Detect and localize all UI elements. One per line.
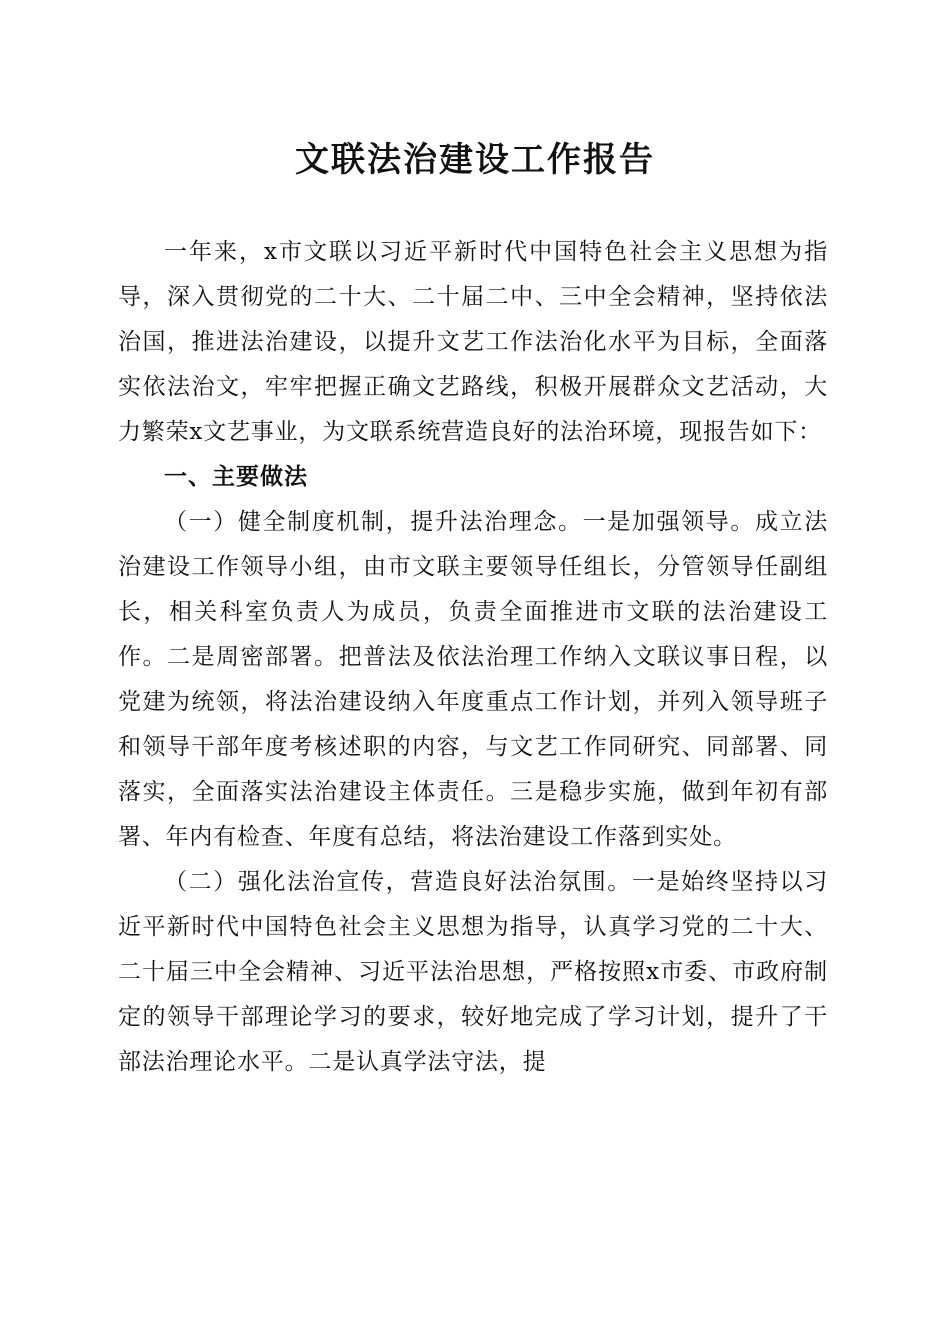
intro-paragraph: 一年来，x市文联以习近平新时代中国特色社会主义思想为指导，深入贯彻党的二十大、二十届二中、三中全会精神，坚持依法治国，推进法治建设，以提升文艺工作法治化水平为目标，全面落实依法治文，牢牢把握正确文艺路线，积极开展群众文艺活动，大力繁荣x文艺事业，为文联系统营造良好的法治环境，现报告如下：	[118, 239, 828, 445]
item-1-body: 一是加强领导。成立法治建设工作领导小组，由市文联主要领导任组长，分管领导任副组长，相关科室负责人为成员，负责全面推进市文联的法治建设工作。二是周密部署。把普法及依法治理工作纳入文联议事日程，以党建为统领，将法治建设纳入年度重点工作计划，并列入领导班子和领导干部年度考核述职的内容，与文艺工作同研究、同部署、同落实，全面落实法治建设主体责任。三是稳步实施，做到年初有部署、年内有检查、年度有总结，将法治建设工作落到实处。	[118, 509, 828, 850]
item-1-lead: （一）健全制度机制，提升法治理念。	[164, 509, 583, 535]
item-2-lead: （二）强化法治宣传，营造良好法治氛围。	[164, 869, 632, 895]
item-2-body: 一是始终坚持以习近平新时代中国特色社会主义思想为指导，认真学习党的二十大、二十届三中全会精神、习近平法治思想，严格按照x市委、市政府制定的领导干部理论学习的要求，较好地完成了学习计划，提升了干部法治理论水平。二是认真学法守法，提	[118, 869, 829, 1075]
paragraph-item-1	[118, 500, 828, 860]
section-heading-main-practices: 一、主要做法	[164, 464, 308, 490]
document-title: 文联法治建设工作报告	[295, 140, 655, 180]
document-body	[118, 230, 828, 1085]
paragraph-item-2	[118, 860, 828, 1085]
